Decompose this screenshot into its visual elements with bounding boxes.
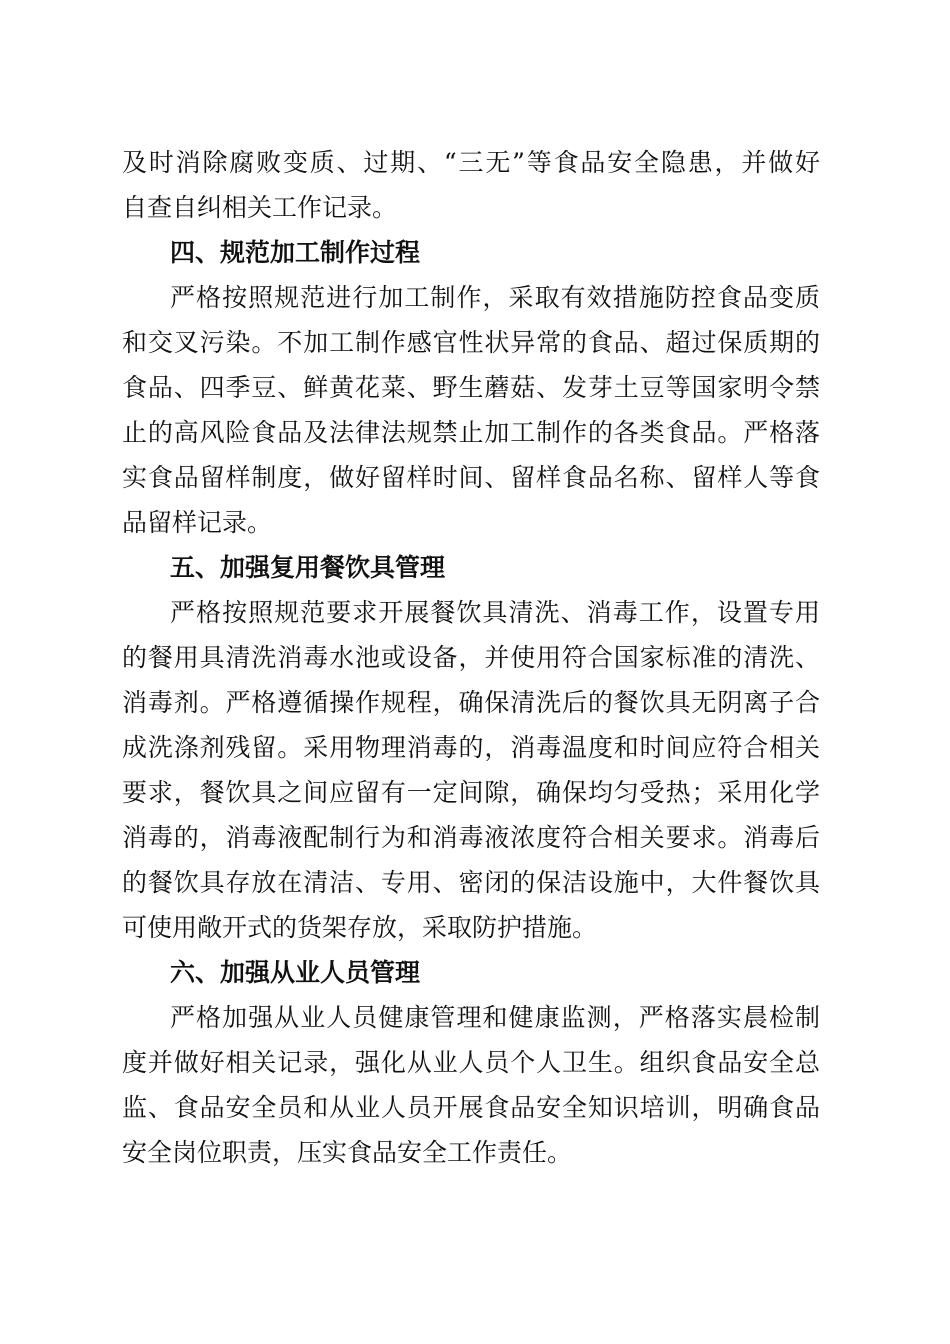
section-4-line-4: 止的高风险食品及法律法规禁止加工制作的各类食品。严格落 [122,418,820,447]
section-4-line-5: 实食品留样制度，做好留样时间、留样食品名称、留样人等食 [122,463,820,492]
intro-line-1: 及时消除腐败变质、过期、“三无”等食品安全隐患，并做好 [122,148,820,177]
section-4-line-1: 严格按照规范进行加工制作，采取有效措施防控食品变质 [170,283,820,312]
section-5-line-8: 可使用敞开式的货架存放，采取防护措施。 [122,913,598,942]
section-5-line-1: 严格按照规范要求开展餐饮具清洗、消毒工作，设置专用 [170,598,820,627]
section-5-heading: 五、加强复用餐饮具管理 [170,553,446,582]
section-5-line-3: 消毒剂。严格遵循操作规程，确保清洗后的餐饮具无阴离子合 [122,688,820,717]
intro-line-2: 自查自纠相关工作记录。 [122,193,398,222]
section-6-heading: 六、加强从业人员管理 [170,958,421,987]
section-6-line-2: 度并做好相关记录，强化从业人员个人卫生。组织食品安全总 [122,1048,820,1077]
section-4-line-2: 和交叉污染。不加工制作感官性状异常的食品、超过保质期的 [122,328,820,357]
section-4-line-3: 食品、四季豆、鲜黄花菜、野生蘑菇、发芽土豆等国家明令禁 [122,373,820,402]
section-5-line-4: 成洗涤剂残留。采用物理消毒的，消毒温度和时间应符合相关 [122,733,820,762]
section-5-line-2: 的餐用具清洗消毒水池或设备，并使用符合国家标准的清洗、 [122,643,820,672]
section-6-line-3: 监、食品安全员和从业人员开展食品安全知识培训，明确食品 [122,1093,820,1122]
section-4-heading: 四、规范加工制作过程 [170,238,421,267]
section-4-line-6: 品留样记录。 [122,508,273,537]
section-5-line-6: 消毒的，消毒液配制行为和消毒液浓度符合相关要求。消毒后 [122,823,820,852]
section-5-line-5: 要求，餐饮具之间应留有一定间隙，确保均匀受热；采用化学 [122,778,820,807]
section-6-line-4: 安全岗位职责，压实食品安全工作责任。 [122,1138,573,1167]
section-5-line-7: 的餐饮具存放在清洁、专用、密闭的保洁设施中，大件餐饮具 [122,868,820,897]
section-6-line-1: 严格加强从业人员健康管理和健康监测，严格落实晨检制 [170,1003,820,1032]
